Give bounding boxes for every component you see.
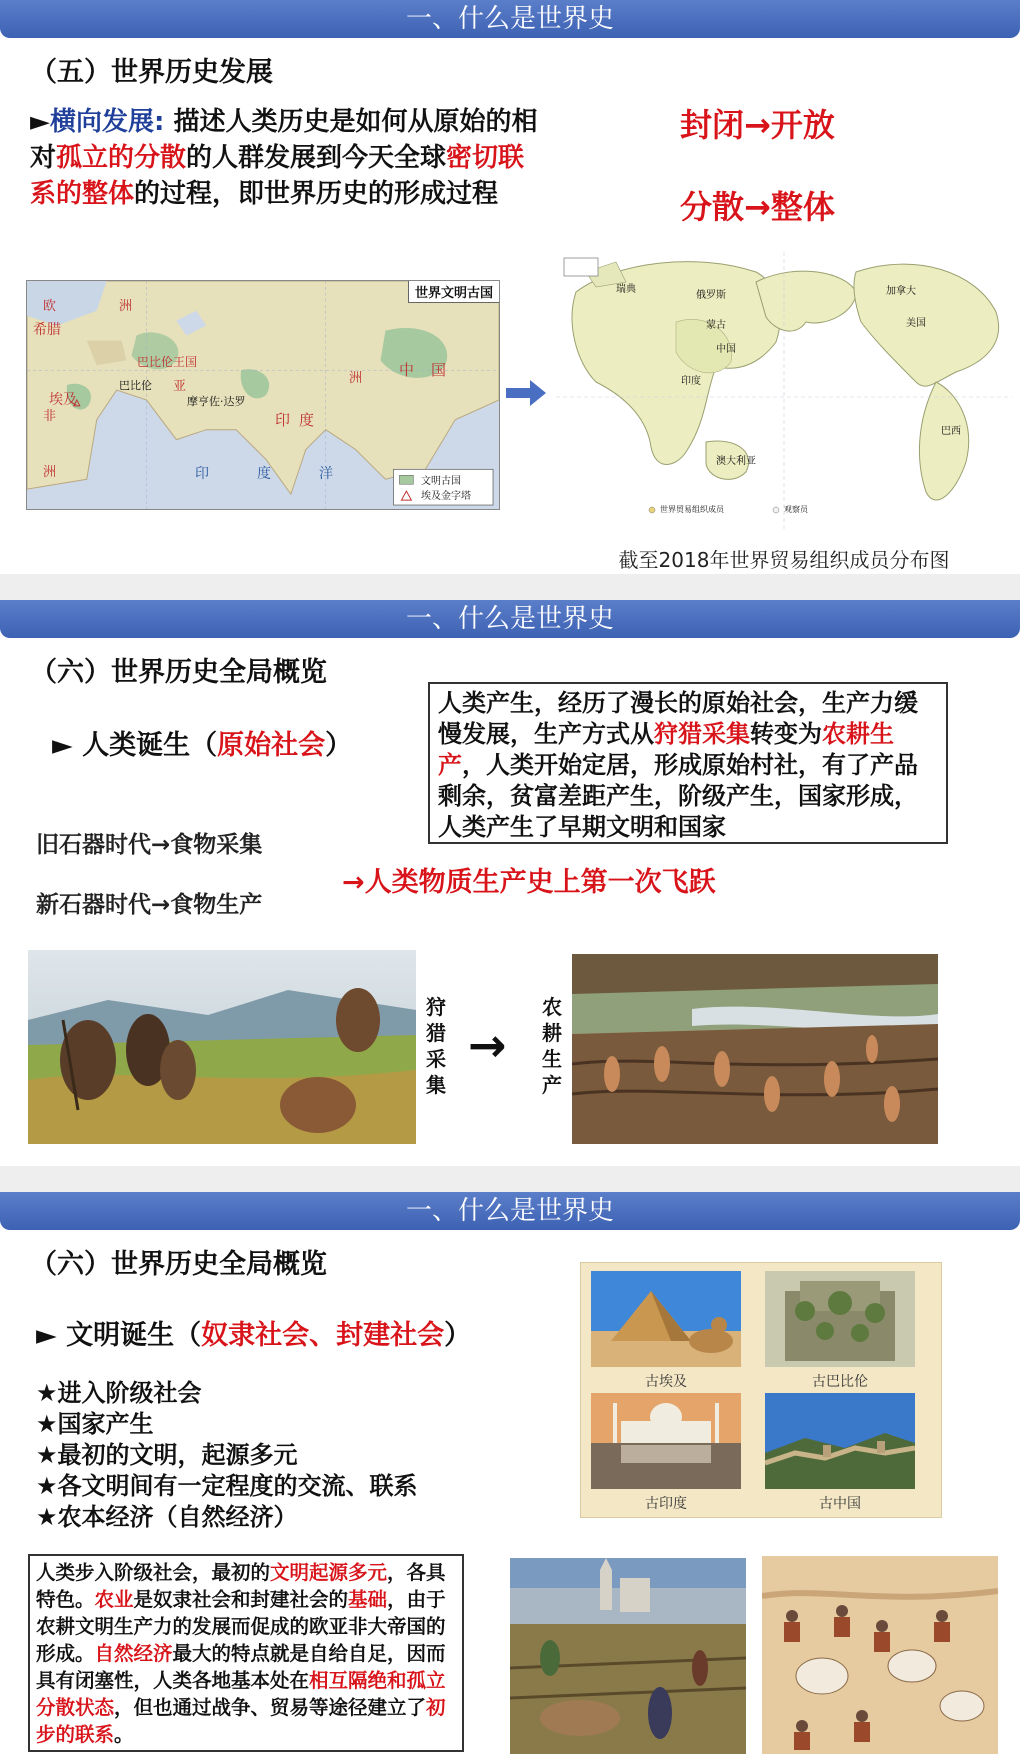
bullet-text: 人类诞生（ [82,730,218,761]
label-farming [540,994,564,1098]
summary-text: 最大的特点就是自给自足，因而具有闭塞性，人类各地基本处在 [36,1642,446,1692]
list-item: ★各文明间有一定程度的交流、联系 [36,1472,418,1500]
para-text: 的过程，即世界历史的形成过程 [134,179,499,209]
civ-china [765,1393,915,1513]
hunting-gathering-image [28,950,416,1144]
map-country-label: 巴西 [941,426,961,437]
map-label: 埃及 [49,392,77,408]
vertical-char: 农 [542,995,562,1019]
section-banner: 一、什么是世界史 [0,600,1020,638]
list-item: ★国家产生 [36,1410,154,1438]
arrow-right-icon: → [468,1018,507,1072]
map-label: 度 [299,411,315,429]
map-label: 摩亨佐·达罗 [187,395,246,408]
farming-image [572,954,938,1144]
summary-text: 。 [114,1723,134,1746]
map-label: 洲 [43,465,57,480]
summary-text: ，由于农耕文明生产力的发展而促成的欧亚非大帝国的形成。 [36,1588,446,1665]
term-slave-feudal: 奴隶社会、封建社会 [201,1320,445,1351]
horizontal-development-paragraph [30,104,550,212]
map-country-label: 加拿大 [886,286,916,297]
map-label: 中 [399,361,415,379]
civilization-birth-bullet [36,1318,471,1354]
civilization-summary-box [28,1554,464,1752]
map-country-label: 瑞典 [616,284,636,295]
list-item: ★进入阶级社会 [36,1379,202,1407]
map-label: 欧 [43,299,57,314]
wto-map-caption: 截至2018年世界贸易组织成员分布图 [618,548,950,572]
civ-label: 古中国 [819,1496,861,1512]
vertical-char: 生 [542,1047,562,1071]
term-hunting-gathering: 狩猎采集 [654,720,750,748]
vertical-char: 耕 [542,1021,562,1045]
map-label: 度 [257,466,271,482]
neolithic-line: 新石器时代→食物生产 [36,892,263,918]
civ-babylon [765,1271,915,1391]
section-banner: 一、什么是世界史 [0,0,1020,38]
list-item: ★农本经济（自然经济） [36,1503,298,1531]
vertical-char: 猎 [426,1021,446,1045]
map-title: 世界文明古国 [408,281,499,303]
civ-egypt [591,1271,741,1391]
civ-label: 古印度 [645,1496,687,1512]
civilization-points-list [36,1378,418,1533]
section-divider [0,1166,1020,1192]
label-hunting-gathering [424,994,448,1098]
map-label: 洋 [319,466,333,482]
term-natural-economy: 自然经济 [94,1642,173,1665]
vertical-char: 集 [426,1073,446,1097]
term-isolated: 孤立的分散 [56,143,187,173]
term-colon: : [154,107,165,137]
box-text: 转变为 [750,720,822,748]
term-isolation: 相互隔绝和孤立分散状态 [36,1669,446,1719]
map-country-label: 印度 [681,376,701,387]
closed-to-open: 封闭→开放 [680,106,835,144]
map-country-label: 蒙古 [706,320,726,331]
map-label: 洲 [349,371,363,386]
section-heading: （五）世界历史发展 [30,57,273,88]
map-label: 亚 [173,379,187,394]
legend-pyramid: 埃及金字塔 [421,491,471,502]
term-farming: 农耕生产 [438,720,894,779]
wto-world-map [556,252,1012,542]
ancient-civilizations-map [26,280,500,510]
scattered-to-whole: 分散→整体 [680,188,835,226]
first-leap: →人类物质生产史上第一次飞跃 [342,867,716,898]
section-divider [0,574,1020,600]
summary-text: 是奴隶社会和封建社会的 [133,1588,349,1611]
legend-civ: 文明古国 [421,476,461,487]
section-banner: 一、什么是世界史 [0,1192,1020,1230]
section-heading: （六）世界历史全局概览 [30,657,327,688]
primitive-society-box [428,682,948,844]
legend-member: 世界贸易组织成员 [660,505,724,514]
map-label: 巴比伦 [119,379,152,392]
bullet-marker: ► [52,730,73,761]
ancient-civilizations-panel [580,1262,942,1518]
bullet-text: 文明诞生（ [66,1320,202,1351]
vertical-char: 采 [426,1047,446,1071]
term-agriculture: 农业 [94,1588,134,1611]
bullet-text: ） [444,1320,472,1351]
term-foundation: 基础 [348,1588,388,1611]
term-primitive-society: 原始社会 [217,730,326,761]
bullet-marker: ► [36,1320,57,1351]
civ-label: 古巴比伦 [812,1374,868,1390]
nomadic-camp-image [762,1556,998,1754]
map-country-label: 中国 [716,344,736,355]
box-text: ，人类开始定居，形成原始村社，有了产品剩余，贫富差距产生，阶级产生，国家形成，人类产生了早期文明和国家 [438,751,918,841]
map-country-label: 澳大利亚 [716,456,756,467]
para-text: 的人群发展到今天全球 [186,143,447,173]
map-label: 希腊 [33,322,61,338]
medieval-plowing-image [510,1558,746,1754]
box-text: 人类产生，经历了漫长的原始社会，生产力缓慢发展，生产方式从 [438,689,918,748]
list-item: ★最初的文明，起源多元 [36,1441,298,1469]
map-label: 巴比伦王国 [137,355,198,369]
map-label: 洲 [119,299,133,314]
map-country-label: 俄罗斯 [696,290,726,301]
map-label: 印 [195,466,209,482]
summary-text: ，但也通过战争、贸易等途径建立了 [114,1696,427,1719]
human-birth-bullet [52,728,352,764]
section-heading: （六）世界历史全局概览 [30,1249,327,1280]
para-text: 描述人类历史是如何从原始的相对 [30,107,538,173]
civ-label: 古埃及 [645,1374,687,1390]
vertical-char: 狩 [426,995,446,1019]
arrow-right-icon [506,378,546,408]
summary-text: 人类步入阶级社会，最初的 [36,1561,271,1584]
map-country-label: 美国 [906,318,926,329]
bullet-marker: ► [30,107,50,137]
term-horizontal-development: 横向发展 [50,107,155,137]
map-label: 非 [43,409,57,424]
map-label: 国 [431,361,447,379]
term-connected-whole: 密切联系的整体 [30,143,525,209]
map-label: 印 [275,411,291,429]
summary-text: ，各具特色。 [36,1561,446,1611]
vertical-char: 产 [542,1073,562,1097]
term-initial-connection: 初步的联系 [36,1696,446,1746]
civ-india [591,1393,741,1513]
term-diverse-origins: 文明起源多元 [270,1561,388,1584]
bullet-text: ） [325,730,353,761]
legend-observer: 观察员 [784,505,808,514]
paleolithic-line: 旧石器时代→食物采集 [36,832,263,858]
